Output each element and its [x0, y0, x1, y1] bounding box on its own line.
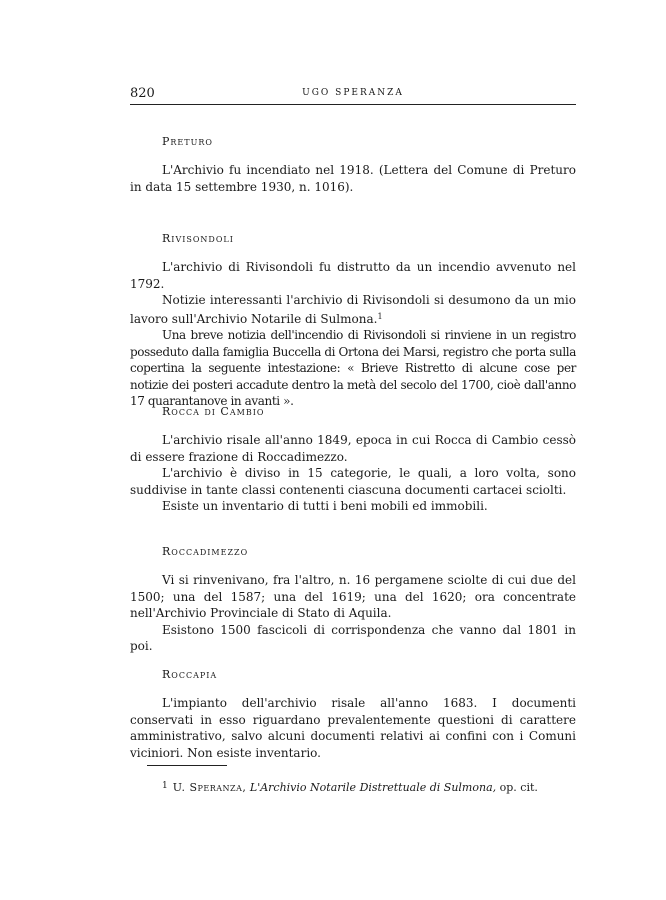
- paragraph: L'Archivio fu incendiato nel 1918. (Lettera del Comune di Preturo in data 15 settembre 1930, n. 1016).: [130, 163, 576, 194]
- paragraph: Una breve notizia dell'incendio di Rivisondoli si rinviene in un registro posseduto dalla famiglia Buccella di Ortona dei Marsi, registro che porta sulla copertina la seguente intestazione: « Brieve Ristretto di alcune cose per notizie dei posteri accadute dentro la metà del secolo del 1700, cioè dall'anno 17 quarantanove in avanti ».: [130, 328, 576, 408]
- section-rocca-di-cambio: [130, 405, 576, 515]
- paragraph: Esiste un inventario di tutti i beni mobili ed immobili.: [162, 499, 488, 513]
- paragraph-with-footnote: [130, 292, 576, 327]
- paragraph: L'impianto dell'archivio risale all'anno 1683. I documenti conservati in esso riguardano prevalentemente questioni di carattere amministrativo, salvo alcuni documenti relativi ai confini con i Comuni viciniori. Non esiste inventario.: [130, 696, 576, 760]
- section-rivisondoli: [130, 232, 576, 410]
- paragraph: Vi si rinvenivano, fra l'altro, n. 16 pergamene sciolte di cui due del 1500; una del 1587; una del 1619; una del 1620; ora concentrate nell'Archivio Provinciale di Stato di Aquila.: [130, 573, 576, 620]
- running-title: UGO SPERANZA: [302, 88, 404, 98]
- footnote-reference: op. cit.: [499, 781, 538, 794]
- paragraph: L'archivio è diviso in 15 categorie, le quali, a loro volta, sono suddivise in tante classi contenenti ciascuna documenti cartacei sciolti.: [130, 466, 576, 497]
- footnote-marker: 1: [377, 311, 383, 321]
- footnote-author: U. Speranza,: [172, 781, 247, 794]
- paragraph-text: Notizie interessanti l'archivio di Rivisondoli si desumono da un mio lavoro sull'Archivio Notarile di Sulmona.: [130, 293, 576, 326]
- section-heading: Rocca di Cambio: [162, 405, 265, 418]
- section-heading: Preturo: [162, 135, 213, 148]
- section-heading: Rivisondoli: [162, 232, 234, 245]
- footnote: [162, 779, 562, 795]
- paragraph: L'archivio di Rivisondoli fu distrutto da un incendio avvenuto nel 1792.: [130, 260, 576, 291]
- section-preturo: [130, 135, 576, 195]
- section-heading: Roccapia: [162, 668, 218, 681]
- footnote-divider: [147, 765, 227, 766]
- paragraph: Esistono 1500 fascicoli di corrispondenza che vanno dal 1801 in poi.: [130, 622, 576, 653]
- section-roccapia: [130, 668, 576, 761]
- section-roccadimezzo: [130, 545, 576, 655]
- paragraph: L'archivio risale all'anno 1849, epoca in cui Rocca di Cambio cessò di essere frazione di Roccadimezzo.: [130, 433, 576, 464]
- section-heading: Roccadimezzo: [162, 545, 249, 558]
- page-number: 820: [130, 86, 155, 101]
- footnote-number: 1: [162, 781, 168, 791]
- running-head: [130, 86, 576, 105]
- footnote-title: L'Archivio Notarile Distrettuale di Sulmona,: [249, 781, 497, 794]
